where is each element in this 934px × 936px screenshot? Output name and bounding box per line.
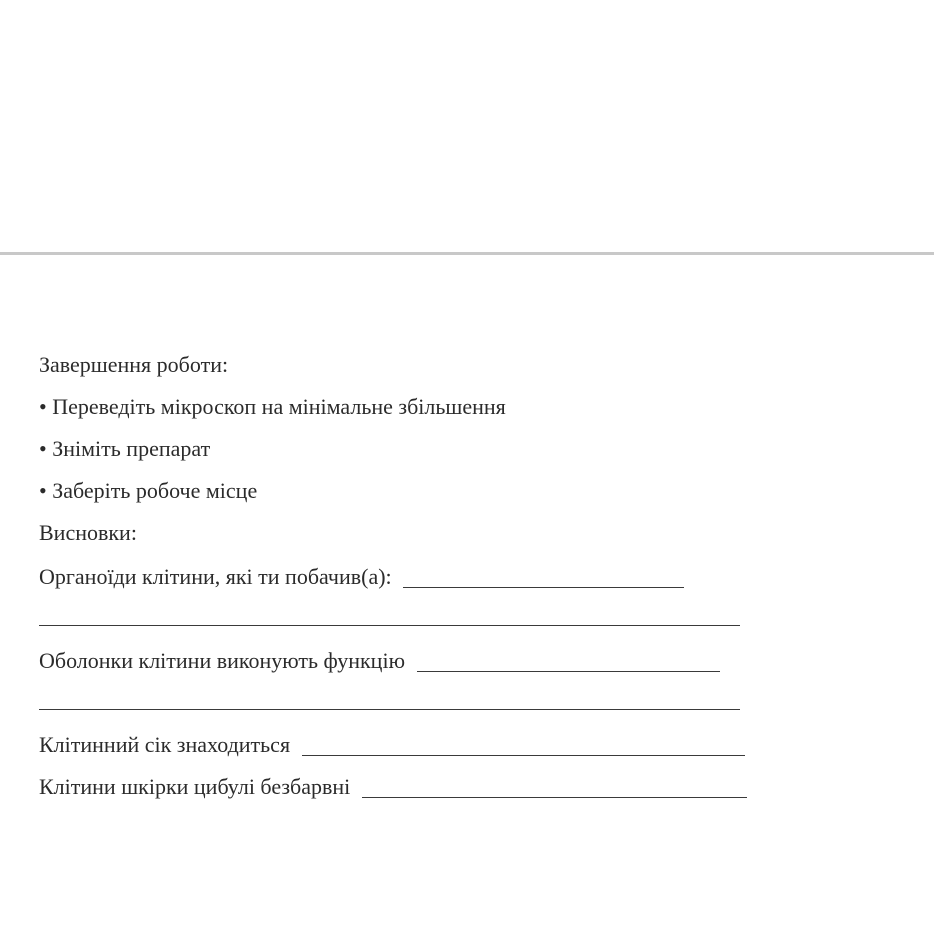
organoids-answer-blank-continued[interactable] <box>39 601 740 626</box>
organoids-answer-blank[interactable] <box>403 563 684 588</box>
completion-heading: Завершення роботи: <box>39 352 229 377</box>
membranes-continuation-row <box>39 685 899 727</box>
membranes-answer-blank[interactable] <box>417 647 720 672</box>
membranes-prompt: Оболонки клітини виконують функцію <box>39 648 406 673</box>
organoids-row <box>39 559 899 601</box>
organoids-continuation-row <box>39 601 899 643</box>
cell-sap-answer-blank[interactable] <box>302 731 745 756</box>
cell-sap-row <box>39 727 899 769</box>
worksheet-section <box>39 349 899 811</box>
completion-step-1: • Переведіть мікроскоп на мінімальне збільшення <box>39 394 506 419</box>
conclusions-heading: Висновки: <box>39 520 137 545</box>
page-divider <box>0 252 934 255</box>
onion-cells-answer-blank[interactable] <box>362 773 747 798</box>
membranes-answer-blank-continued[interactable] <box>39 685 740 710</box>
onion-cells-row <box>39 769 899 811</box>
completion-step-3: • Заберіть робоче місце <box>39 478 258 503</box>
membranes-row <box>39 643 899 685</box>
onion-cells-prompt: Клітини шкірки цибулі безбарвні <box>39 774 351 799</box>
organoids-prompt: Органоїди клітини, які ти побачив(а): <box>39 564 392 589</box>
completion-step-2: • Зніміть препарат <box>39 436 211 461</box>
cell-sap-prompt: Клітинний сік знаходиться <box>39 732 291 757</box>
